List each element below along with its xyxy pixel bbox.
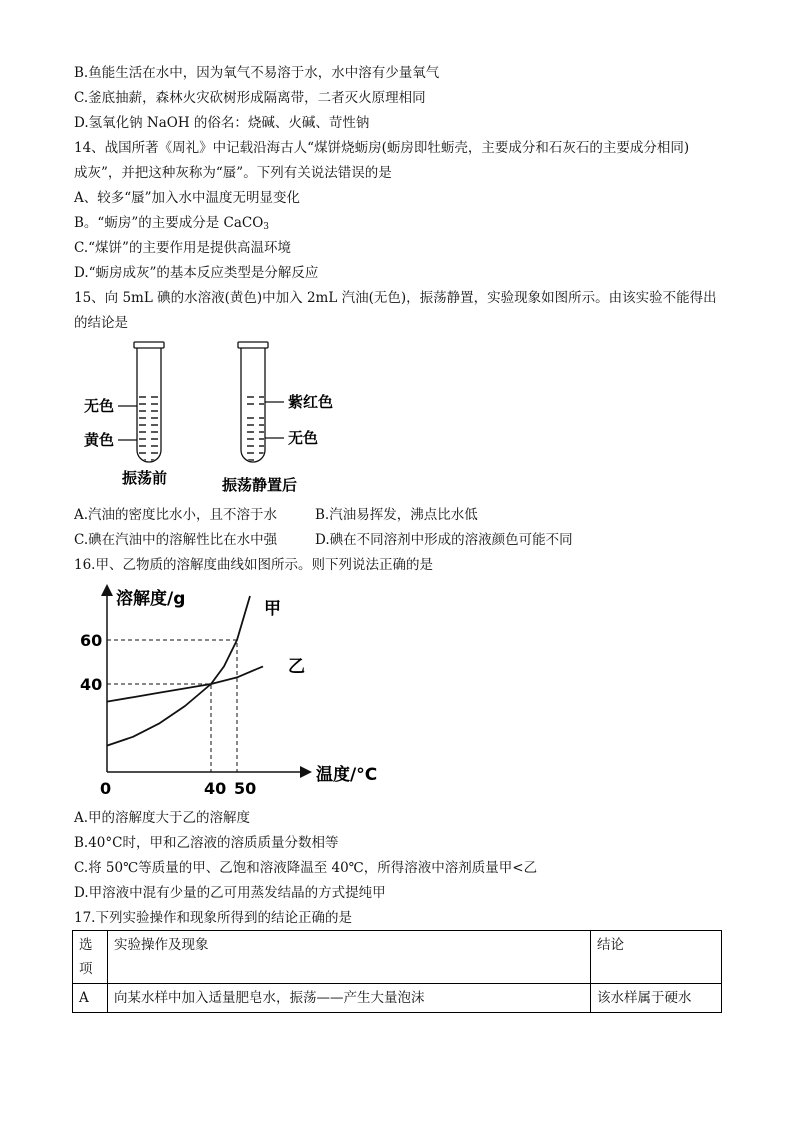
- header-option: 选项: [73, 931, 108, 984]
- question-15-stem-1: 15、向 5mL 碘的水溶液(黄色)中加入 2mL 汽油(无色)，振荡静置，实验现象如图所示。由该实验不能得出: [74, 290, 717, 306]
- left-bottom-label: 黄色: [84, 431, 115, 449]
- x-axis-label: 温度/°C: [316, 765, 378, 785]
- question-14-option-d: D.“蛎房成灰”的基本反应类型是分解反应: [74, 265, 319, 281]
- table-header-row: [73, 931, 722, 984]
- question-14-stem-1: 14、战国所著《周礼》中记载沿海古人“煤饼烧蛎房(蛎房即牡蛎壳，主要成分和石灰石的主要成分相同): [74, 140, 690, 156]
- question-16-option-b: B.40°C时，甲和乙溶液的溶质质量分数相等: [74, 835, 339, 851]
- y-axis-label: 溶解度/g: [116, 589, 186, 609]
- subscript-3: 3: [263, 222, 270, 232]
- table-row: [73, 984, 722, 1013]
- question-14-stem-2: 成灰”，并把这种灰称为“蜃”。下列有关说法错误的是: [74, 165, 392, 181]
- x-tick-40: 40: [204, 779, 227, 798]
- curve-jia: [107, 596, 250, 746]
- question-16-option-d: D.甲溶液中混有少量的乙可用蒸发结晶的方式提纯甲: [74, 885, 386, 901]
- header-operation: 实验操作及现象: [108, 931, 591, 984]
- left-top-label: 无色: [84, 397, 115, 415]
- question-15-option-d: D.碘在不同溶剂中形成的溶液颜色可能不同: [315, 532, 573, 548]
- x-tick-50: 50: [234, 779, 257, 798]
- question-15-option-b: B.汽油易挥发，沸点比水低: [315, 507, 478, 523]
- option-b-text: B。“蛎房”的主要成分是 CaCO: [74, 215, 264, 231]
- question-14-option-b: [74, 214, 269, 236]
- left-test-tube: [118, 342, 164, 462]
- question-16-stem: 16.甲、乙物质的溶解度曲线如图所示。则下列说法正确的是: [74, 557, 433, 573]
- right-caption: 振荡静置后: [222, 476, 298, 494]
- row-option: A: [73, 984, 108, 1013]
- test-tubes-figure: [78, 338, 368, 502]
- question-15-option-c: C.碘在汽油中的溶解性比在水中强: [74, 532, 278, 548]
- question-14-option-c: C.“煤饼”的主要作用是提供高温环境: [74, 240, 291, 256]
- question-14-option-a: A、较多“蜃”加入水中温度无明显变化: [74, 190, 301, 206]
- x-tick-0: 0: [100, 779, 112, 798]
- y-tick-60: 60: [80, 631, 103, 650]
- question-17-stem: 17.下列实验操作和现象所得到的结论正确的是: [74, 910, 352, 926]
- question-16-option-a: A.甲的溶解度大于乙的溶解度: [74, 810, 251, 826]
- experiment-table: [72, 930, 722, 1013]
- line-13c: C.釜底抽薪，森林火灾砍树形成隔离带，二者灭火原理相同: [74, 90, 426, 106]
- left-caption: 振荡前: [122, 469, 168, 487]
- right-top-label: 紫红色: [288, 393, 334, 411]
- header-conclusion: 结论: [591, 931, 722, 984]
- question-15-stem-2: 的结论是: [74, 315, 128, 331]
- series-label-yi: 乙: [288, 657, 305, 677]
- line-13d: D.氢氧化钠 NaOH 的俗名：烧碱、火碱、苛性钠: [74, 115, 370, 131]
- row-conclusion: 该水样属于硬水: [591, 984, 722, 1013]
- question-15-option-a: A.汽油的密度比水小，且不溶于水: [74, 507, 278, 523]
- right-bottom-label: 无色: [288, 429, 319, 447]
- y-tick-40: 40: [80, 675, 103, 694]
- row-operation: 向某水样中加入适量肥皂水，振荡——产生大量泡沫: [108, 984, 591, 1013]
- right-test-tube: [238, 342, 284, 462]
- solubility-chart: [74, 580, 404, 810]
- question-16-option-c: C.将 50℃等质量的甲、乙饱和溶液降温至 40℃，所得溶液中溶剂质量甲<乙: [74, 860, 538, 876]
- guide-line-1: [107, 640, 237, 772]
- line-13b: B.鱼能生活在水中，因为氧气不易溶于水，水中溶有少量氧气: [74, 65, 440, 81]
- series-label-jia: 甲: [264, 599, 281, 619]
